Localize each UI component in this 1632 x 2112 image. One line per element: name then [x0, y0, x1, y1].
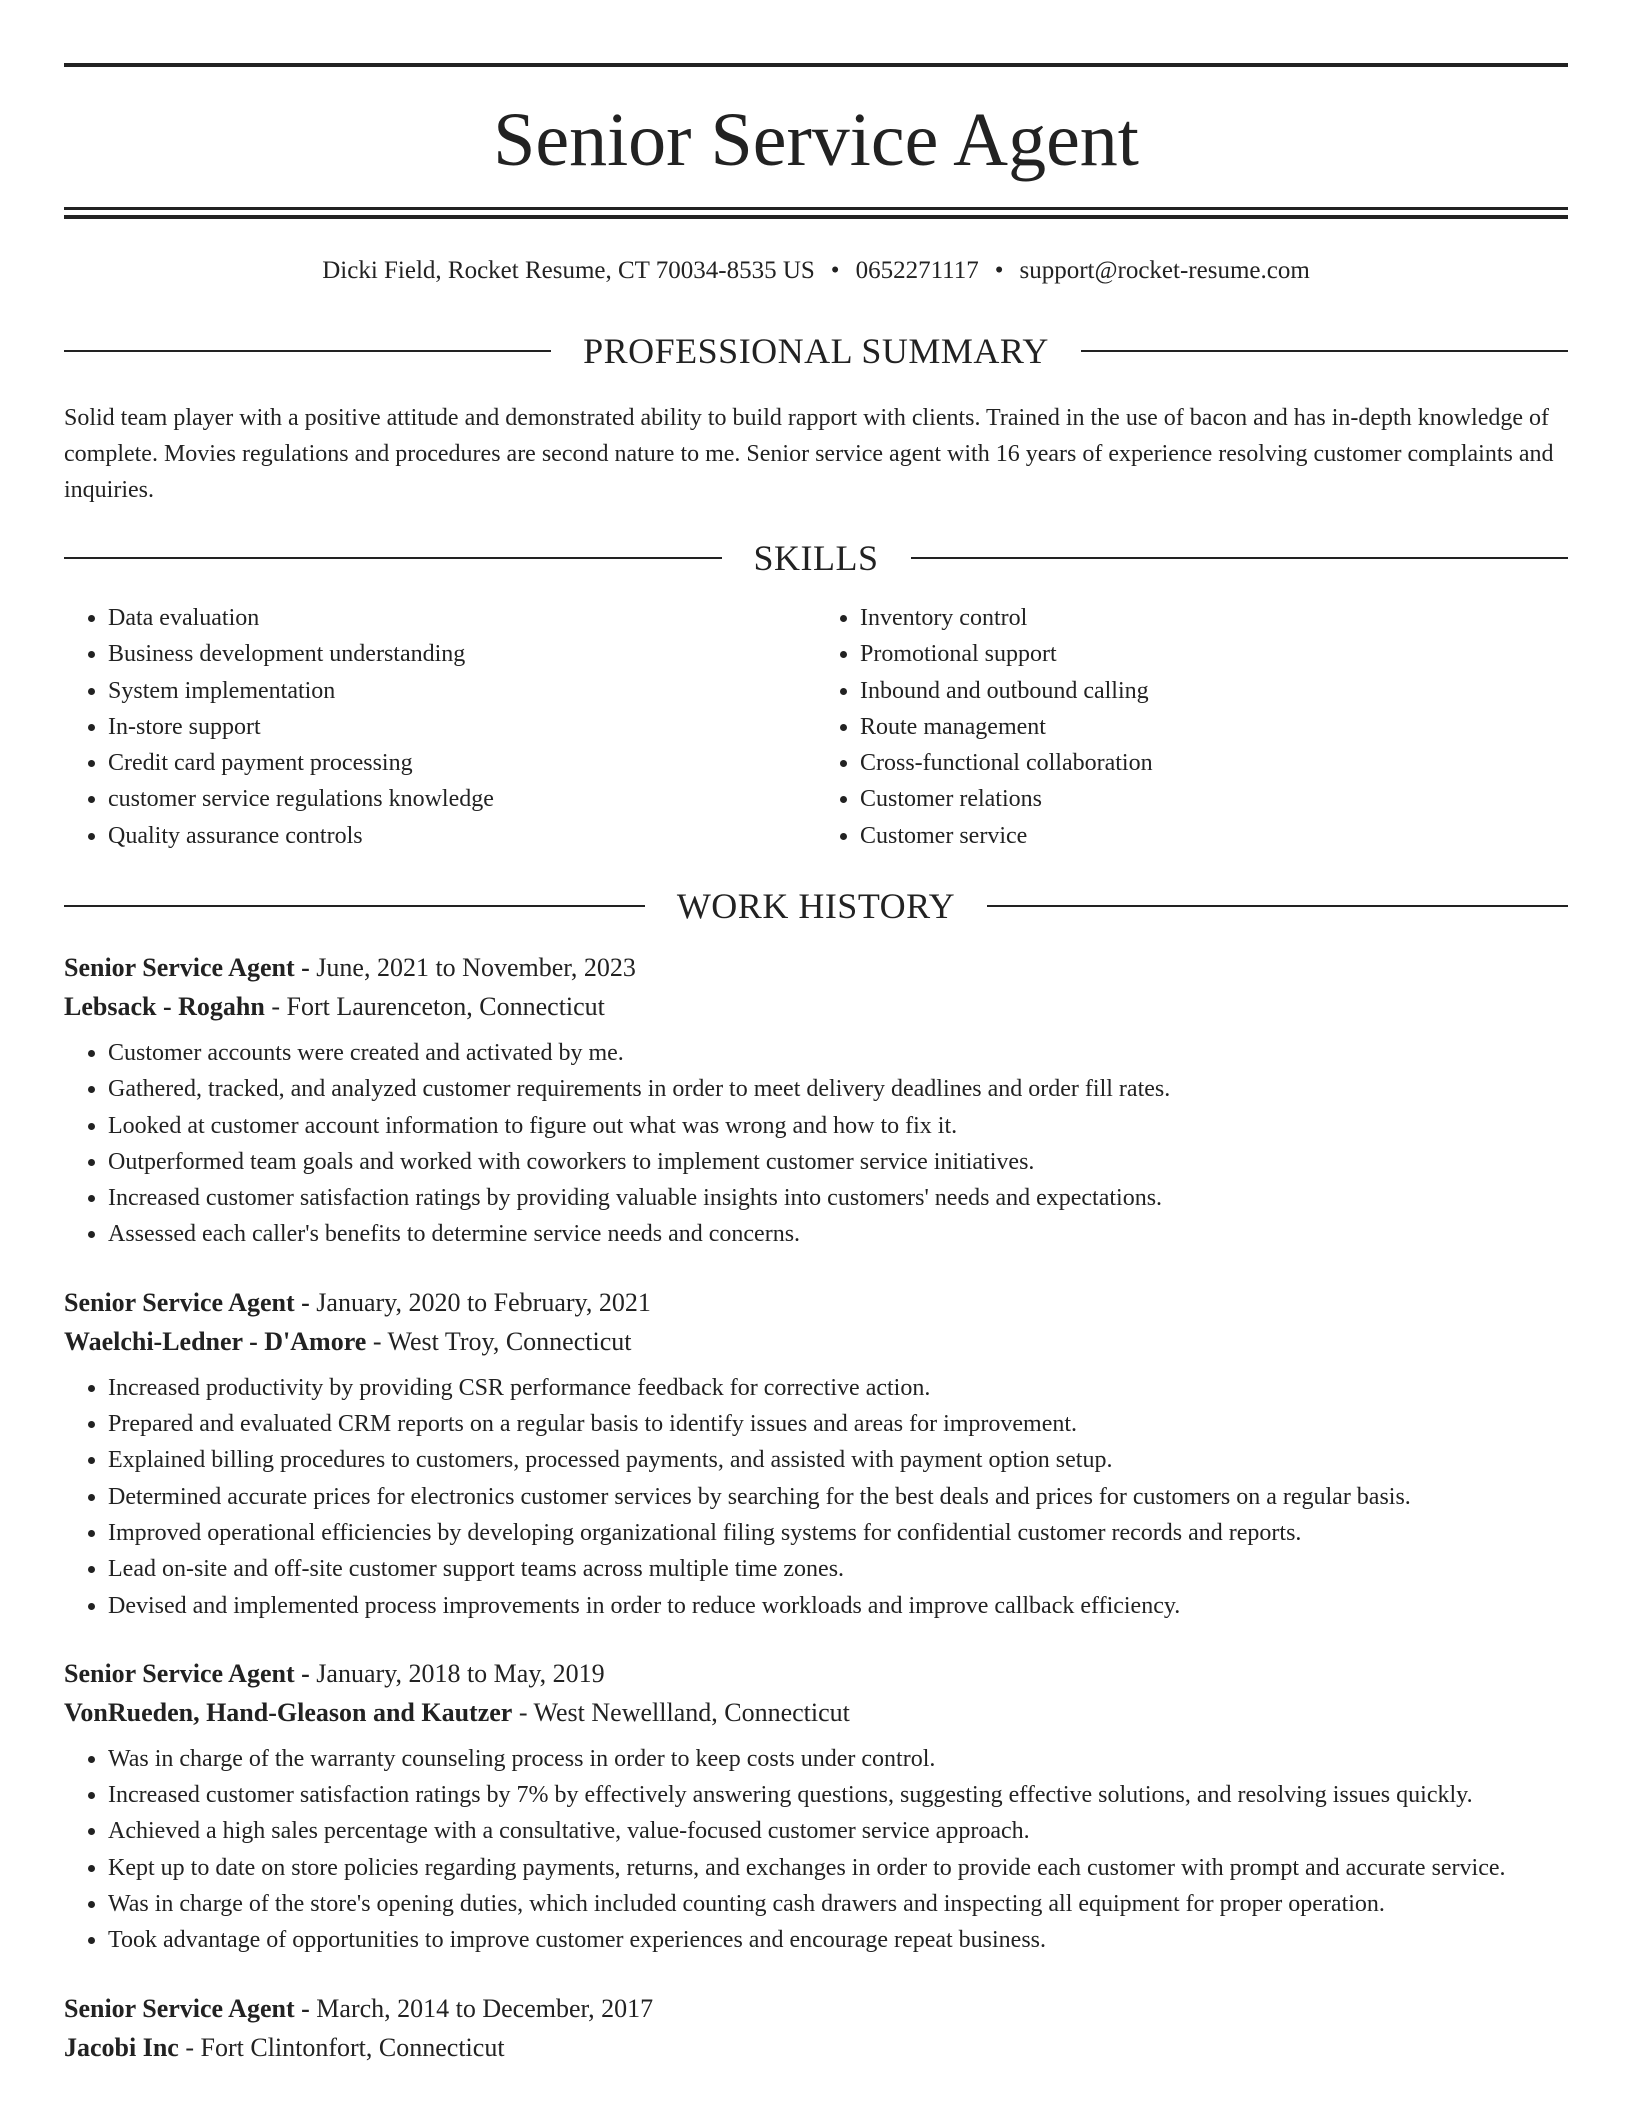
heading-rule-left — [64, 905, 645, 907]
work-history-list — [64, 948, 1568, 2076]
job-location: West Newellland, Connecticut — [533, 1697, 850, 1727]
job-entry — [64, 1283, 1568, 1624]
job-bullet: • Lead on-site and off-site customer support teams across multiple time zones. — [108, 1551, 1568, 1587]
skill-item: • Quality assurance controls — [108, 818, 816, 854]
job-company: Lebsack - Rogahn — [64, 992, 265, 1021]
skills-column-left — [64, 600, 816, 854]
skill-item: • Inbound and outbound calling — [860, 673, 1568, 709]
summary-text: Solid team player with a positive attitude and demonstrated ability to build rapport with clients. Trained in the use of bacon and has in-depth knowledge of complete. Movies regulations and procedures are second nature to me. Senior service agent with 16 years of experience resolving customer complaints and inquiries. — [64, 405, 1554, 503]
resume-name: Senior Service Agent — [493, 98, 1139, 182]
job-bullet: • Was in charge of the warranty counseling process in order to keep costs under control. — [108, 1741, 1568, 1777]
job-bullet: • Achieved a high sales percentage with a consultative, value-focused customer service approach. — [108, 1813, 1568, 1849]
job-dates: June, 2021 to November, 2023 — [316, 953, 636, 982]
job-entry — [64, 1989, 1568, 2067]
skill-item: • In-store support — [108, 709, 816, 745]
contact-address: Dicki Field, Rocket Resume, CT 70034-8535 US — [322, 257, 815, 284]
job-bullet: • Increased productivity by providing CSR performance feedback for corrective action. — [108, 1370, 1568, 1406]
job-title: Senior Service Agent — [64, 953, 295, 982]
contact-line — [64, 254, 1568, 288]
contact-separator: • — [830, 257, 840, 284]
heading-rule-left — [64, 557, 722, 559]
job-bullet: • Improved operational efficiencies by developing organizational filing systems for confidential customer records and reports. — [108, 1515, 1568, 1551]
job-company-line: Lebsack - Rogahn - Fort Laurenceton, Connecticut — [64, 992, 605, 1021]
job-company: Jacobi Inc — [64, 2032, 179, 2062]
contact-separator: • — [994, 257, 1004, 284]
job-bullets — [64, 1035, 1568, 1253]
skills-list — [64, 600, 1568, 854]
job-title-line: Senior Service Agent - June, 2021 to November, 2023 — [64, 953, 636, 982]
skills-heading-label: SKILLS — [753, 538, 879, 578]
skill-item: • Inventory control — [860, 600, 1568, 636]
job-bullet: • Gathered, tracked, and analyzed customer requirements in order to meet delivery deadlines and order fill rates. — [108, 1071, 1568, 1107]
skill-item: • Customer service — [860, 818, 1568, 854]
job-bullet: • Explained billing procedures to customers, processed payments, and assisted with payment option setup. — [108, 1442, 1568, 1478]
job-title-line: Senior Service Agent - January, 2018 to May, 2019 — [64, 1658, 605, 1688]
skills-heading — [64, 536, 1568, 580]
skill-item: • Route management — [860, 709, 1568, 745]
job-bullet: • Kept up to date on store policies regarding payments, returns, and exchanges in order to provide each customer with prompt and accurate service. — [108, 1850, 1568, 1886]
job-title: Senior Service Agent — [64, 1993, 295, 2023]
job-company-line: Waelchi-Ledner - D'Amore - West Troy, Connecticut — [64, 1326, 632, 1356]
job-bullet: • Devised and implemented process improvements in order to reduce workloads and improve callback efficiency. — [108, 1588, 1568, 1624]
job-bullets — [64, 1741, 1568, 1959]
job-entry — [64, 1654, 1568, 1959]
heading-rule-left — [64, 350, 551, 352]
job-location: West Troy, Connecticut — [387, 1326, 632, 1356]
job-bullet: • Took advantage of opportunities to improve customer experiences and encourage repeat business. — [108, 1922, 1568, 1958]
summary-heading-label: PROFESSIONAL SUMMARY — [583, 331, 1049, 371]
heading-rule-right — [987, 905, 1568, 907]
job-dates: January, 2018 to May, 2019 — [316, 1658, 605, 1688]
job-bullet: • Prepared and evaluated CRM reports on a regular basis to identify issues and areas for improvement. — [108, 1406, 1568, 1442]
header-top-rule — [64, 63, 1568, 67]
heading-rule-right — [911, 557, 1569, 559]
job-title-line: Senior Service Agent - March, 2014 to December, 2017 — [64, 1993, 654, 2023]
job-title: Senior Service Agent — [64, 1287, 295, 1317]
job-company-line: Jacobi Inc - Fort Clintonfort, Connecticut — [64, 2032, 505, 2062]
skill-item: • customer service regulations knowledge — [108, 781, 816, 817]
work-history-heading-label: WORK HISTORY — [676, 886, 956, 926]
skill-item: • Promotional support — [860, 636, 1568, 672]
contact-phone: 0652271117 — [855, 257, 979, 284]
header-double-rule-upper — [64, 207, 1568, 210]
job-company: VonRueden, Hand-Gleason and Kautzer — [64, 1697, 513, 1727]
job-location: Fort Clintonfort, Connecticut — [200, 2032, 505, 2062]
job-company: Waelchi-Ledner - D'Amore — [64, 1326, 367, 1356]
skill-item: • Data evaluation — [108, 600, 816, 636]
heading-rule-right — [1081, 350, 1568, 352]
job-bullet: • Increased customer satisfaction ratings by 7% by effectively answering questions, suggesting effective solutions, and resolving issues quickly. — [108, 1777, 1568, 1813]
summary-heading — [64, 329, 1568, 373]
job-title: Senior Service Agent — [64, 1658, 295, 1688]
job-entry — [64, 948, 1568, 1253]
job-bullet: • Looked at customer account information to figure out what was wrong and how to fix it. — [108, 1108, 1568, 1144]
job-location: Fort Laurenceton, Connecticut — [286, 992, 605, 1021]
work-history-heading — [64, 884, 1568, 928]
job-bullet: • Increased customer satisfaction ratings by providing valuable insights into customers' needs and expectations. — [108, 1180, 1568, 1216]
header-double-rule-lower — [64, 215, 1568, 219]
skill-item: • Customer relations — [860, 781, 1568, 817]
job-bullet: • Outperformed team goals and worked with coworkers to implement customer service initiatives. — [108, 1144, 1568, 1180]
job-title-line: Senior Service Agent - January, 2020 to February, 2021 — [64, 1287, 651, 1317]
job-bullet: • Assessed each caller's benefits to determine service needs and concerns. — [108, 1216, 1568, 1252]
job-bullet: • Determined accurate prices for electronics customer services by searching for the best deals and prices for customers on a regular basis. — [108, 1479, 1568, 1515]
job-company-line: VonRueden, Hand-Gleason and Kautzer - West Newellland, Connecticut — [64, 1697, 850, 1727]
skill-item: • System implementation — [108, 673, 816, 709]
skill-item: • Cross-functional collaboration — [860, 745, 1568, 781]
skill-item: • Credit card payment processing — [108, 745, 816, 781]
job-bullets — [64, 1370, 1568, 1624]
job-bullet: • Customer accounts were created and activated by me. — [108, 1035, 1568, 1071]
job-dates: March, 2014 to December, 2017 — [316, 1993, 654, 2023]
skills-column-right — [816, 600, 1568, 854]
contact-email: support@rocket-resume.com — [1019, 257, 1310, 284]
job-bullet: • Was in charge of the store's opening duties, which included counting cash drawers and inspecting all equipment for proper operation. — [108, 1886, 1568, 1922]
job-dates: January, 2020 to February, 2021 — [316, 1287, 651, 1317]
skill-item: • Business development understanding — [108, 636, 816, 672]
